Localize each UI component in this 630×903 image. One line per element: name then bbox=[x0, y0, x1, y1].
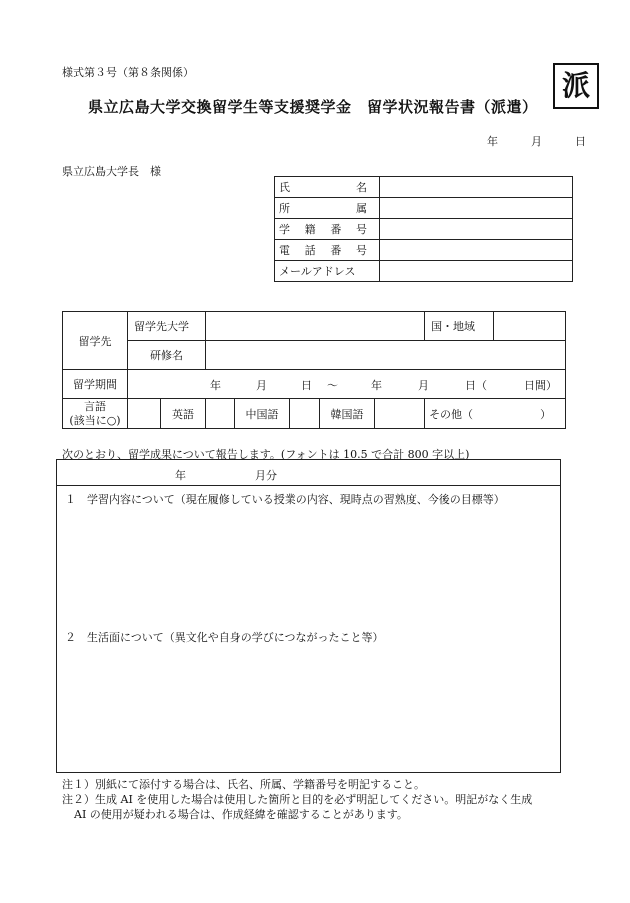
period-days: 日間） bbox=[524, 379, 557, 392]
study-abroad-table bbox=[62, 311, 566, 429]
language-english-mark[interactable] bbox=[128, 399, 161, 429]
phone-label-char: 番 bbox=[330, 244, 342, 257]
program-label: 研修名 bbox=[128, 341, 206, 370]
language-other-close: ） bbox=[540, 407, 552, 421]
phone-label-char: 号 bbox=[355, 244, 367, 257]
note-1: 注１）別紙にて添付する場合は、氏名、所属、学籍番号を明記すること。 bbox=[62, 778, 425, 791]
page-title: 県立広島大学交換留学生等支援奨学金 留学状況報告書（派遣） bbox=[88, 98, 538, 116]
university-field[interactable] bbox=[206, 312, 425, 341]
language-korean-label: 韓国語 bbox=[320, 399, 375, 429]
period-label: 留学期間 bbox=[63, 370, 128, 399]
date-line bbox=[487, 133, 586, 149]
note-2: 注２）生成 AI を使用した場合は使用した箇所と目的を必ず明記してください。明記がなく生成 bbox=[62, 793, 533, 806]
form-number: 様式第３号（第８条関係） bbox=[62, 66, 194, 79]
section1-number: １ bbox=[65, 493, 76, 506]
email-field[interactable] bbox=[380, 261, 573, 282]
section-study-content bbox=[65, 491, 505, 507]
phone-field[interactable] bbox=[380, 240, 573, 261]
name-label-char: 氏 bbox=[279, 181, 290, 194]
applicant-row-email bbox=[275, 261, 573, 282]
report-month-row bbox=[57, 460, 560, 486]
name-label-char: 名 bbox=[356, 181, 367, 194]
program-field[interactable] bbox=[206, 341, 566, 370]
section1-heading: 学習内容について（現在履修している授業の内容、現時点の習熟度、今後の目標等） bbox=[87, 493, 505, 506]
language-other-mark[interactable] bbox=[375, 399, 425, 429]
student-id-label-char: 号 bbox=[355, 223, 367, 236]
period-tilde: 〜 bbox=[327, 379, 338, 392]
report-intro: 次のとおり、留学成果について報告します。(フォントは 10.5 で合計 800 字以上) bbox=[62, 448, 470, 461]
applicant-row-name bbox=[275, 177, 573, 198]
language-label bbox=[63, 399, 128, 429]
date-month-label: 月 bbox=[531, 135, 542, 148]
section-life bbox=[65, 629, 384, 645]
applicant-table bbox=[274, 176, 573, 282]
report-month-year: 年 bbox=[175, 469, 186, 482]
student-id-field[interactable] bbox=[380, 219, 573, 240]
student-id-label bbox=[275, 219, 380, 240]
phone-label-char: 話 bbox=[304, 244, 316, 257]
date-day-label: 日 bbox=[575, 135, 586, 148]
phone-label bbox=[275, 240, 380, 261]
university-label: 留学先大学 bbox=[128, 312, 206, 341]
student-id-label-char: 番 bbox=[330, 223, 342, 236]
section2-number: ２ bbox=[65, 631, 76, 644]
student-id-label-char: 学 bbox=[279, 223, 290, 236]
section2-heading: 生活面について（異文化や自身の学びにつながったこと等） bbox=[87, 631, 384, 644]
language-label-line2: (該当に○) bbox=[69, 413, 121, 427]
date-year-label: 年 bbox=[487, 135, 498, 148]
applicant-row-affiliation bbox=[275, 198, 573, 219]
period-day1: 日 bbox=[301, 379, 312, 392]
destination-row-university bbox=[63, 312, 566, 341]
period-field[interactable] bbox=[128, 370, 566, 399]
language-chinese-mark[interactable] bbox=[206, 399, 235, 429]
addressee: 県立広島大学長 様 bbox=[62, 165, 161, 178]
destination-row-program bbox=[63, 341, 566, 370]
country-label: 国・地域 bbox=[425, 312, 494, 341]
affiliation-label-char: 所 bbox=[279, 202, 290, 215]
period-month2: 月 bbox=[418, 379, 429, 392]
period-year2: 年 bbox=[371, 379, 382, 392]
name-field[interactable] bbox=[380, 177, 573, 198]
destination-label: 留学先 bbox=[63, 312, 128, 370]
phone-label-char: 電 bbox=[279, 244, 290, 257]
student-id-label-char: 籍 bbox=[304, 223, 316, 236]
name-label bbox=[275, 177, 380, 198]
note-2-continued: AI の使用が疑われる場合は、作成経緯を確認することがあります。 bbox=[74, 808, 408, 821]
report-month-unit: 月分 bbox=[255, 469, 277, 482]
language-other-field[interactable] bbox=[425, 399, 566, 429]
language-chinese-label: 中国語 bbox=[235, 399, 290, 429]
language-label-line1: 言語 bbox=[84, 399, 106, 413]
period-year1: 年 bbox=[210, 379, 221, 392]
report-box[interactable] bbox=[56, 459, 561, 773]
dispatch-stamp: 派 bbox=[553, 63, 599, 109]
period-day2: 日（ bbox=[465, 379, 487, 392]
period-month1: 月 bbox=[256, 379, 267, 392]
language-korean-mark[interactable] bbox=[290, 399, 320, 429]
affiliation-field[interactable] bbox=[380, 198, 573, 219]
language-english-label: 英語 bbox=[161, 399, 206, 429]
period-row bbox=[63, 370, 566, 399]
language-row bbox=[63, 399, 566, 429]
applicant-row-phone bbox=[275, 240, 573, 261]
language-other-label: その他（ bbox=[429, 407, 474, 421]
country-field[interactable] bbox=[494, 312, 566, 341]
email-label: メールアドレス bbox=[275, 261, 380, 282]
affiliation-label-char: 属 bbox=[356, 202, 367, 215]
applicant-row-student-id bbox=[275, 219, 573, 240]
affiliation-label bbox=[275, 198, 380, 219]
